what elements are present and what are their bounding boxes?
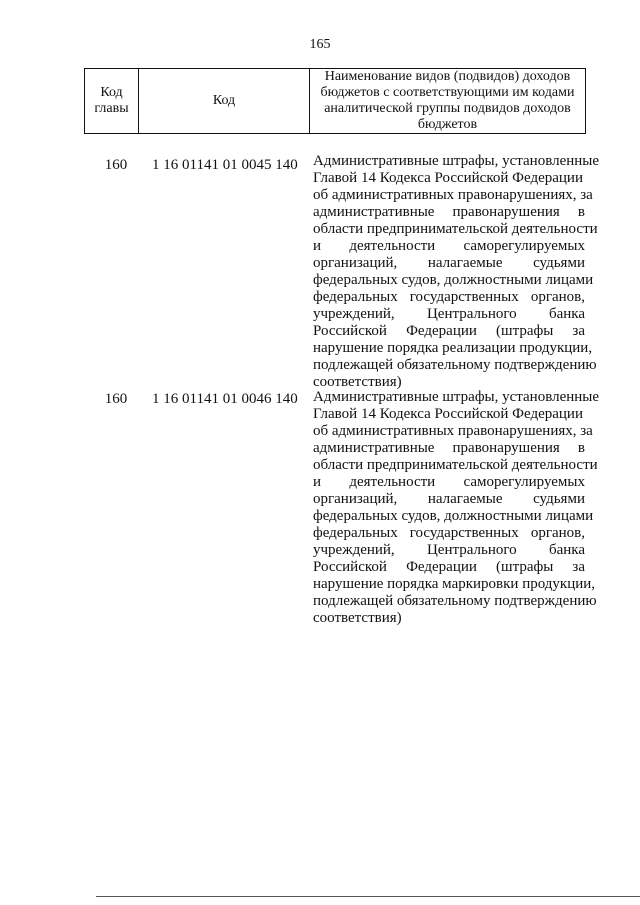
header-code (139, 69, 310, 133)
description-line (313, 187, 593, 204)
description-word: об административных правонарушениях, за (313, 423, 593, 439)
header-name-line: Наименование видов (подвидов) доходов (324, 69, 571, 84)
description-word: органов, (530, 289, 585, 305)
description-word: организаций, (313, 255, 398, 271)
description-word: области предпринимательской деятельности (313, 457, 598, 473)
description-word: Административные штрафы, установленные (313, 153, 600, 169)
description-line (313, 306, 585, 323)
description-line (313, 576, 596, 593)
description-word: в (577, 440, 585, 456)
description-word: Федерации (406, 323, 477, 339)
description-word: Российской (313, 559, 387, 575)
description-word: федеральных (313, 525, 398, 541)
description-word: Центрального (426, 306, 517, 322)
description-line (313, 491, 585, 508)
description-line (313, 340, 593, 357)
description-word: Центрального (426, 542, 517, 558)
description-line (313, 272, 594, 289)
description-word: нарушение порядка маркировки продукции, (313, 576, 596, 592)
description-word: федеральных судов, должностными лицами (313, 508, 594, 524)
description-word: подлежащей обязательному подтверждению (313, 593, 597, 609)
description-line (313, 508, 594, 525)
description-word: об административных правонарушениях, за (313, 187, 593, 203)
header-chapter-code (85, 69, 139, 133)
description-word: административные (313, 204, 435, 220)
description-line (313, 474, 585, 491)
description-word: подлежащей обязательному подтверждению (313, 357, 597, 373)
description-line (313, 204, 585, 221)
description-word: нарушение порядка реализации продукции, (313, 340, 593, 356)
description-line (313, 255, 585, 272)
description-word: (штрафы (496, 323, 554, 339)
description-word: административные (313, 440, 435, 456)
header-name-line: аналитической группы подвидов доходов (324, 101, 571, 116)
description-word: органов, (530, 525, 585, 541)
description-word: банка (548, 542, 585, 558)
description-word: саморегулируемых (463, 238, 585, 254)
description-line (313, 423, 593, 440)
description-line (313, 323, 585, 340)
description-word: государственных (409, 525, 519, 541)
description-word: банка (548, 306, 585, 322)
description-line (313, 559, 585, 576)
header-name-line: бюджетов с соответствующими им кодами (320, 85, 575, 100)
description-word: учреждений, (313, 542, 395, 558)
chapter-code: 160 (104, 391, 128, 407)
description-word: саморегулируемых (463, 474, 585, 490)
description-word: налагаемые (427, 491, 503, 507)
description-line (313, 357, 597, 374)
revenue-description (313, 153, 600, 391)
description-line (313, 610, 585, 627)
description-word: деятельности (349, 238, 436, 254)
description-word: учреждений, (313, 306, 395, 322)
page-edge-line (96, 896, 640, 897)
description-word: (штрафы (496, 559, 554, 575)
table-header (84, 68, 586, 134)
budget-code: 1 16 01141 01 0046 140 (152, 391, 298, 407)
description-line (313, 289, 585, 306)
page-number: 165 (309, 37, 331, 52)
header-name (310, 69, 585, 133)
budget-code: 1 16 01141 01 0045 140 (152, 157, 298, 173)
description-line (313, 221, 598, 238)
description-word: Главой 14 Кодекса Российской Федерации (313, 170, 583, 186)
revenue-description (313, 389, 600, 627)
description-word: правонарушения (452, 204, 560, 220)
description-word: соответствия) (313, 610, 402, 626)
header-name-line: бюджетов (417, 117, 478, 132)
description-word: Федерации (406, 559, 477, 575)
description-line (313, 238, 585, 255)
description-word: и (313, 474, 322, 490)
description-word: налагаемые (427, 255, 503, 271)
description-word: судьями (533, 255, 585, 271)
description-word: за (572, 559, 585, 575)
chapter-code: 160 (104, 157, 128, 173)
description-line (313, 593, 597, 610)
description-line (313, 406, 585, 423)
description-line (313, 525, 585, 542)
description-line (313, 542, 585, 559)
description-word: области предпринимательской деятельности (313, 221, 598, 237)
description-word: Российской (313, 323, 387, 339)
description-word: судьями (533, 491, 585, 507)
description-word: федеральных (313, 289, 398, 305)
description-word: деятельности (349, 474, 436, 490)
header-chapter-code-line: главы (94, 101, 129, 116)
description-word: соответствия) (313, 374, 402, 390)
description-word: правонарушения (452, 440, 560, 456)
description-line (313, 153, 600, 170)
description-word: в (577, 204, 585, 220)
header-chapter-code-line: Код (100, 85, 123, 100)
header-code-label: Код (212, 93, 236, 108)
description-word: за (572, 323, 585, 339)
description-word: Административные штрафы, установленные (313, 389, 600, 405)
description-line (313, 457, 598, 474)
description-line (313, 170, 585, 187)
description-word: государственных (409, 289, 519, 305)
description-line (313, 389, 600, 406)
description-word: Главой 14 Кодекса Российской Федерации (313, 406, 583, 422)
description-word: и (313, 238, 322, 254)
description-word: организаций, (313, 491, 398, 507)
description-line (313, 440, 585, 457)
description-word: федеральных судов, должностными лицами (313, 272, 594, 288)
